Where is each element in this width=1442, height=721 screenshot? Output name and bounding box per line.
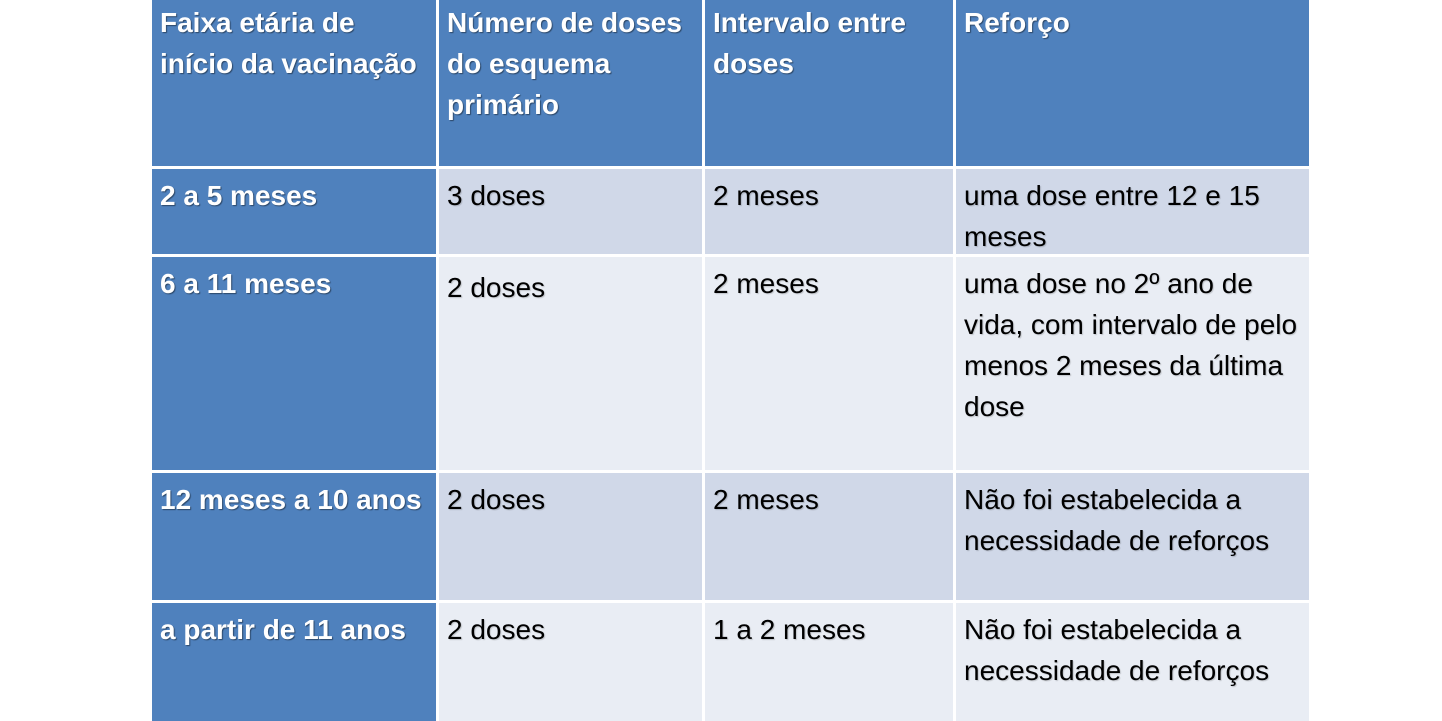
row-1-booster: uma dose entre 12 e 15 meses (956, 169, 1309, 254)
header-dose-interval: Intervalo entre doses (705, 0, 953, 166)
row-1-dose-count: 3 doses (439, 169, 702, 254)
row-2-dose-interval: 2 meses (705, 257, 953, 470)
row-1-dose-interval: 2 meses (705, 169, 953, 254)
row-2-age-range: 6 a 11 meses (152, 257, 436, 470)
row-1-age-range: 2 a 5 meses (152, 169, 436, 254)
row-3-age-range: 12 meses a 10 anos (152, 473, 436, 600)
vaccination-schedule-table (152, 0, 1300, 721)
row-3-booster: Não foi estabelecida a necessidade de reforços (956, 473, 1309, 600)
row-3-dose-count: 2 doses (439, 473, 702, 600)
header-dose-count: Número de doses do esquema primário (439, 0, 702, 166)
header-age-range: Faixa etária de início da vacinação (152, 0, 436, 166)
row-4-dose-count: 2 doses (439, 603, 702, 721)
row-4-booster: Não foi estabelecida a necessidade de reforços (956, 603, 1309, 721)
row-3-dose-interval: 2 meses (705, 473, 953, 600)
header-booster: Reforço (956, 0, 1309, 166)
row-4-dose-interval: 1 a 2 meses (705, 603, 953, 721)
row-2-dose-count: 2 doses (439, 257, 702, 470)
row-4-age-range: a partir de 11 anos (152, 603, 436, 721)
row-2-booster: uma dose no 2º ano de vida, com intervalo de pelo menos 2 meses da última dose (956, 257, 1309, 470)
